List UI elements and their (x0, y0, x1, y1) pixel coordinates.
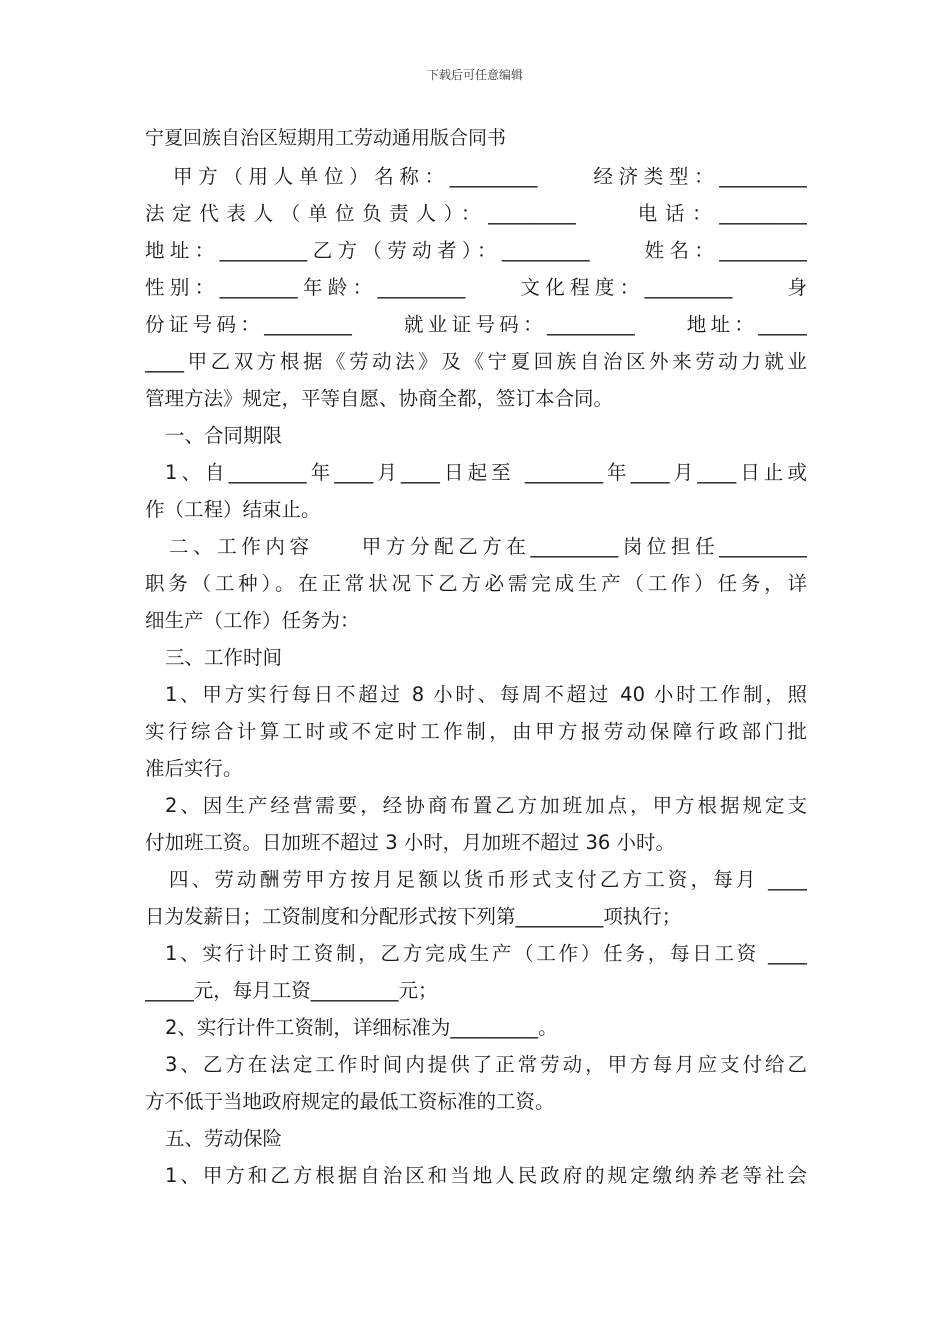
text-line: 3、乙方在法定工作时间内提供了正常劳动，甲方每月应支付给乙 (165, 1053, 807, 1076)
document-title: 宁夏回族自治区短期用工劳动通用版合同书 (145, 127, 507, 149)
text-line: 甲方（用人单位）名称：_________ 经济类型：_________ (173, 165, 807, 188)
text-line: 准后实行。 (145, 757, 243, 780)
text-line: _____元，每月工资_________元； (145, 979, 438, 1002)
text-line: 实行综合计算工时或不定时工作制，由甲方报劳动保障行政部门批 (145, 720, 807, 743)
text-line: 方不低于当地政府规定的最低工资标准的工资。 (145, 1090, 555, 1113)
text-line: 二、工作内容 甲方分配乙方在_________岗位担任_________ (169, 535, 807, 558)
text-line: 一、合同期限 (165, 424, 283, 447)
text-line: 日为发薪日；工资制度和分配形式按下列第_________项执行； (145, 905, 682, 928)
text-line: 地址：_________乙方（劳动者）：_________ 姓名：_________ (145, 239, 807, 262)
text-line: 四、劳动酬劳甲方按月足额以货币形式支付乙方工资，每月 ____ (169, 868, 807, 891)
text-line: 法定代表人（单位负责人）：_________ 电话：_________ (145, 202, 807, 225)
document-body (145, 118, 807, 1194)
text-line: 2、实行计件工资制，详细标准为_________。 (165, 1016, 558, 1039)
text-line: 1、甲方和乙方根据自治区和当地人民政府的规定缴纳养老等社会 (165, 1164, 807, 1187)
text-line: 细生产（工作）任务为： (145, 609, 360, 632)
text-line: 付加班工资。日加班不超过 3 小时，月加班不超过 36 小时。 (145, 831, 676, 854)
text-line: 管理方法》规定，平等自愿、协商全都，签订本合同。 (145, 387, 614, 410)
text-line: 性别：________年龄：_________ 文化程度：_________ 身 (145, 276, 807, 299)
text-line: 作（工程）结束止。 (145, 498, 321, 521)
text-line: 1、自________年____月____日起至 ________年____月____日止或 (165, 461, 807, 484)
text-line: 2、因生产经营需要，经协商布置乙方加班加点，甲方根据规定支 (165, 794, 807, 817)
text-line: 五、劳动保险 (165, 1127, 283, 1150)
document-lines (145, 158, 807, 1194)
text-line: 1、甲方实行每日不超过 8 小时、每周不超过 40 小时工作制，照 (165, 683, 807, 706)
text-line: 1、实行计时工资制，乙方完成生产（工作）任务，每日工资 ____ (165, 942, 807, 965)
text-line: 职务（工种）。在正常状况下乙方必需完成生产（工作）任务，详 (145, 572, 807, 595)
header-watermark: 下载后可任意编辑 (426, 68, 523, 82)
text-line: 份证号码：_________ 就业证号码：_________ 地址：_____ (145, 313, 807, 336)
text-line: 三、工作时间 (165, 646, 283, 669)
text-line: ____甲乙双方根据《劳动法》及《宁夏回族自治区外来劳动力就业 (145, 350, 807, 373)
